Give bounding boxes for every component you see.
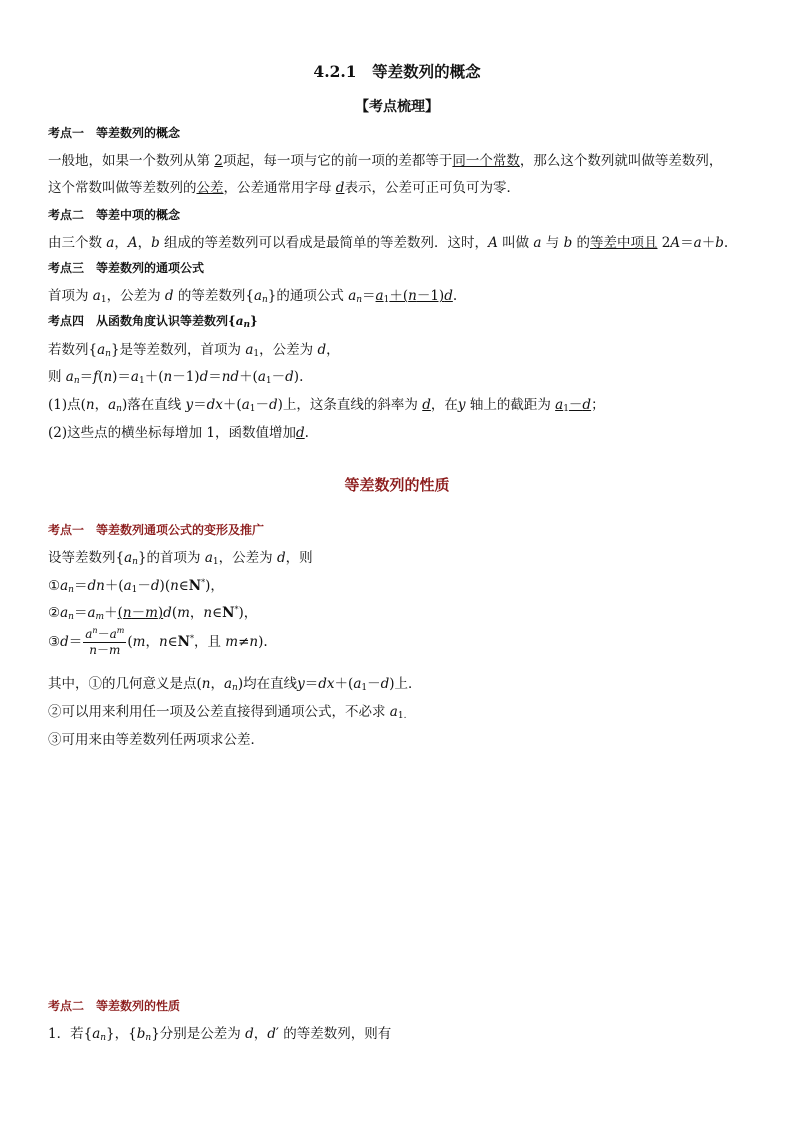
- s1-line7: ③可用来由等差数列任两项求公差．: [48, 732, 264, 748]
- kp3-title: 考点三 等差数列的通项公式: [48, 261, 205, 275]
- page-title: 4.2.1 等差数列的概念: [313, 62, 481, 81]
- s1-formula1: $①a_n=dn+(a_1-d)(n\in N^*)$，: [48, 578, 224, 595]
- s1-formula2: $②a_n=a_m+(n-m)d(m$，n∈N*)，: [48, 605, 258, 622]
- kp4-line2: 则 $a_n=f(n)=a_1+(n-1)d=nd+(a_1-d)$.: [48, 369, 304, 386]
- s1-line6: ②可以用来利用任一项及公差直接得到通项公式，不必求 $a_{1.}$: [48, 704, 407, 721]
- s1-line1: 设等差数列$\{a_n\}$的首项为 $a_1$，公差为 d，则: [48, 550, 313, 567]
- kp4-line1: 若数列$\{a_n\}$是等差数列，首项为 $a_1$，公差为 d，: [48, 342, 340, 359]
- s2-title: 考点二 等差数列的性质: [48, 999, 181, 1013]
- kp4-line4: (2)这些点的横坐标每增加 1，函数值增加d.: [48, 425, 309, 441]
- sub-title: 【考点梳理】: [355, 99, 439, 115]
- kp4-title: 考点四 从函数角度认识等差数列$\{a_n\}$: [48, 314, 258, 330]
- kp4-line3: (1)点(n，$a_n$)落在直线 $y=dx+(a_1-d)$上，这条直线的斜率为 d，在y 轴上的截距为 $a_1-d$；: [48, 397, 605, 414]
- kp2-title: 考点二 等差中项的概念: [48, 208, 181, 222]
- section-title: 等差数列的性质: [344, 476, 450, 494]
- kp1-title: 考点一 等差数列的概念: [48, 126, 181, 140]
- s1-line5: 其中，①的几何意义是点(n，$a_n$)均在直线$y=dx+(a_1-d)$上．: [48, 676, 422, 693]
- kp3-line: 首项为 $a_1$，公差为 d 的等差数列$\{a_n\}$的通项公式 $a_n=a_1+(n-1)d$.: [48, 288, 458, 305]
- kp1-line2: 这个常数叫做等差数列的公差，公差通常用字母 d表示，公差可正可负可为零．: [48, 180, 520, 196]
- kp2-line: 由三个数 a，A，b 组成的等差数列可以看成是最简单的等差数列．这时，A 叫做 a 与 b 的等差中项且 2A＝a＋b.: [48, 235, 729, 251]
- s1-title: 考点一 等差数列通项公式的变形及推广: [48, 523, 265, 537]
- kp1-line1: 一般地，如果一个数列从第 2项起，每一项与它的前一项的差都等于同一个常数，那么这个数列就叫做等差数列，: [48, 153, 723, 169]
- s2-line1: 1．若$\{a_n\}$，$\{b_n\}$分别是公差为 d，d′ 的等差数列，则有: [48, 1026, 392, 1043]
- s1-formula3: ③d＝ $\frac{a^n-a^m}{n-m}$ (m，n∈N*，且 m≠n).: [48, 626, 268, 657]
